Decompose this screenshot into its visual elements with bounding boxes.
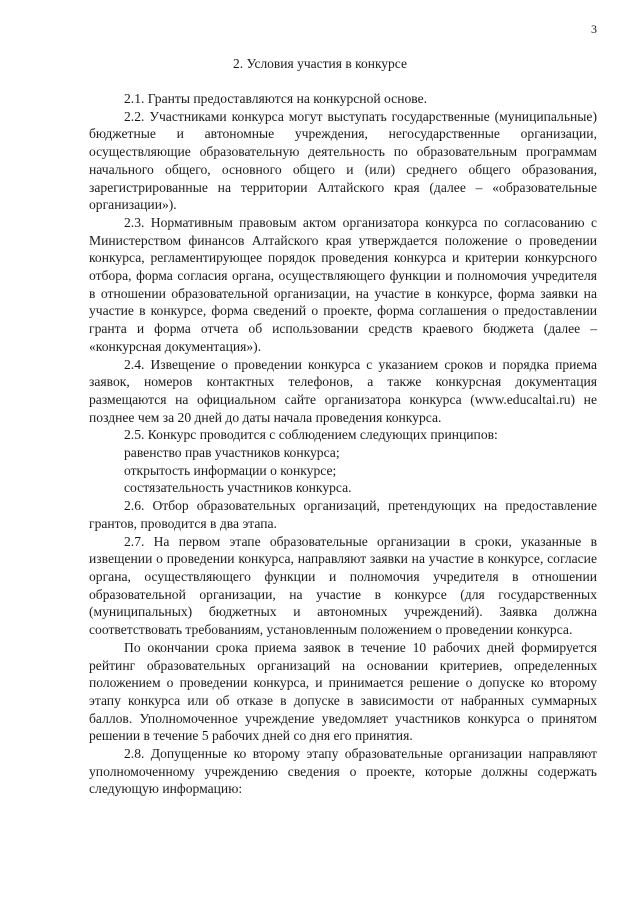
paragraph-2-4: 2.4. Извещение о проведении конкурса с указанием сроков и порядка приема заявок, номеров контактных телефонов, а также конкурсная документация размещаются на официальном сайте организатора конкурса (www.educaltai.ru) не позднее чем за 20 дней до даты начала проведения конкурса. (89, 356, 597, 425)
page-number: 3 (591, 22, 597, 36)
paragraph-2-5: 2.5. Конкурс проводится с соблюдением следующих принципов: (124, 427, 498, 443)
principle-item: состязательность участников конкурса. (124, 480, 352, 496)
paragraph-2-7-continued: По окончании срока приема заявок в течение 10 рабочих дней формируется рейтинг образовательных организаций на основании критериев, определенных положением о проведении конкурса, и принимается решение о допуске ко второму этапу конкурса или об отказе в допуске в зависимости от набранных суммарных баллов. Уполномоченное учреждение уведомляет участников конкурса о принятом решении в течение 5 рабочих дней со дня его принятия. (89, 639, 597, 744)
paragraph-2-3: 2.3. Нормативным правовым актом организатора конкурса по согласованию с Министерством финансов Алтайского края утверждается положение о проведении конкурса, регламентирующее порядок проведения конкурса и критерии конкурсного отбора, форма согласия органа, осуществляющего функции и полномочия учредителя в отношении образовательной организации, на участие в конкурсе, форма заявки на участие в конкурсе, форма сведений о проекте, форма соглашения о предоставлении гранта и форма отчета об использовании средств краевого бюджета (далее – «конкурсная документация»). (89, 214, 597, 354)
document-body (89, 90, 597, 798)
paragraph-2-7: 2.7. На первом этапе образовательные организации в сроки, указанные в извещении о проведении конкурса, направляют заявки на участие в конкурсе, согласие органа, осуществляющего функции и полномочия учредителя в отношении образовательной организации, на участие в конкурсе (для государственных (муниципальных) бюджетных и автономных учреждений). Заявка должна соответствовать требованиям, установленным положением о проведении конкурса. (89, 533, 597, 638)
paragraph-2-6: 2.6. Отбор образовательных организаций, претендующих на предоставление грантов, проводится в два этапа. (89, 498, 597, 531)
principle-item: равенство прав участников конкурса; (124, 445, 340, 461)
paragraph-2-1: 2.1. Гранты предоставляются на конкурсной основе. (124, 91, 428, 106)
principle-item: открытость информации о конкурсе; (124, 462, 337, 478)
section-title: 2. Условия участия в конкурсе (233, 56, 407, 71)
paragraph-2-8: 2.8. Допущенные ко второму этапу образовательные организации направляют уполномоченному учреждению сведения о проекте, которые должны содержать следующую информацию: (89, 746, 597, 797)
paragraph-2-2: 2.2. Участниками конкурса могут выступать государственные (муниципальные) бюджетные и автономные учреждения, негосударственные организации, осуществляющие образовательную деятельность по образовательным программам начального общего, основного общего и (или) среднего общего образования, зарегистрированные на территории Алтайского края (далее – «образовательные организации»). (89, 108, 597, 213)
